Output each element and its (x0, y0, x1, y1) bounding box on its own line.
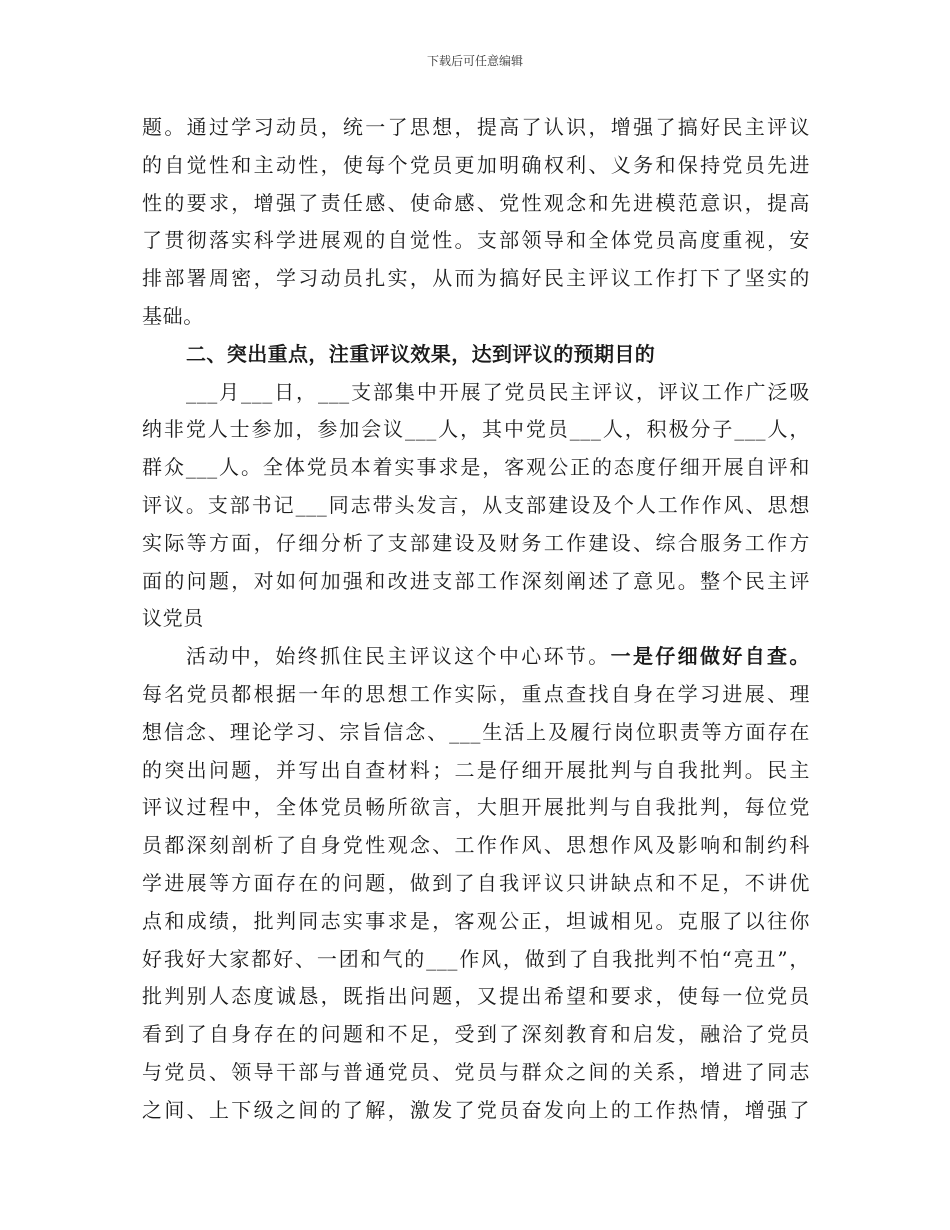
text-line: ___月___日，___支部集中开展了党员民主评议，评议工作广泛吸 (186, 379, 810, 404)
text-line: 纳非党人士参加，参加会议___人，其中党员___人，积极分子___人， (142, 417, 810, 442)
text-line: 面的问题，对如何加强和改进支部工作深刻阐述了意见。整个民主评 (142, 568, 810, 593)
text-line: 的突出问题，并写出自查材料；二是仔细开展批判与自我批判。民主 (142, 757, 810, 782)
text-line: 评议。支部书记___同志带头发言，从支部建设及个人工作作风、思想 (142, 492, 810, 517)
text-line: 每名党员都根据一年的思想工作实际，重点查找自身在学习进展、理 (142, 681, 810, 706)
text-line: 实际等方面，仔细分析了支部建设及财务工作建设、综合服务工作方 (142, 530, 810, 555)
section-heading: 二、突出重点，注重评议效果，达到评议的预期目的 (186, 341, 656, 366)
text-line: 的自觉性和主动性，使每个党员更加明确权利、义务和保持党员先进 (142, 152, 810, 177)
text-line: 看到了自身存在的问题和不足，受到了深刻教育和启发，融洽了党员 (142, 1022, 810, 1047)
text-line: 批判别人态度诚恳，既指出问题，又提出希望和要求，使每一位党员 (142, 984, 810, 1009)
text-line: 性的要求，增强了责任感、使命感、党性观念和先进模范意识，提高 (142, 190, 810, 215)
page-header: 下载后可任意编辑 (426, 54, 523, 68)
text-line: 好我好大家都好、一团和气的___作风，做到了自我批判不怕“亮丑”， (142, 946, 810, 971)
text-segment: 活动中，始终抓住民主评议这个中心环节。 (186, 644, 611, 669)
text-line: 基础。 (142, 303, 204, 328)
text-line: 题。通过学习动员，统一了思想，提高了认识，增强了搞好民主评议 (142, 115, 810, 139)
bold-text-segment: 一是仔细做好自查。 (610, 644, 810, 669)
text-line: 议党员 (142, 606, 204, 631)
text-line: 评议过程中，全体党员畅所欲言，大胆开展批判与自我批判，每位党 (142, 795, 810, 820)
text-line: 学进展等方面存在的问题，做到了自我评议只讲缺点和不足，不讲优 (142, 870, 810, 895)
text-line: 排部署周密，学习动员扎实，从而为搞好民主评议工作打下了坚实的 (142, 266, 810, 291)
text-line (142, 638, 810, 676)
text-line: 与党员、领导干部与普通党员、党员与群众之间的关系，增进了同志 (142, 1059, 810, 1084)
text-line: 了贯彻落实科学进展观的自觉性。支部领导和全体党员高度重视，安 (142, 228, 810, 253)
text-line: 员都深刻剖析了自身党性观念、工作作风、思想作风及影响和制约科 (142, 833, 810, 858)
text-line: 群众___人。全体党员本着实事求是，客观公正的态度仔细开展自评和 (142, 455, 810, 480)
text-line: 之间、上下级之间的了解，激发了党员奋发向上的工作热情，增强了 (142, 1097, 810, 1122)
text-line: 想信念、理论学习、宗旨信念、___生活上及履行岗位职责等方面存在 (142, 719, 810, 744)
document-body (142, 109, 810, 1130)
text-line: 点和成绩，批判同志实事求是，客观公正，坦诚相见。克服了以往你 (142, 908, 810, 933)
